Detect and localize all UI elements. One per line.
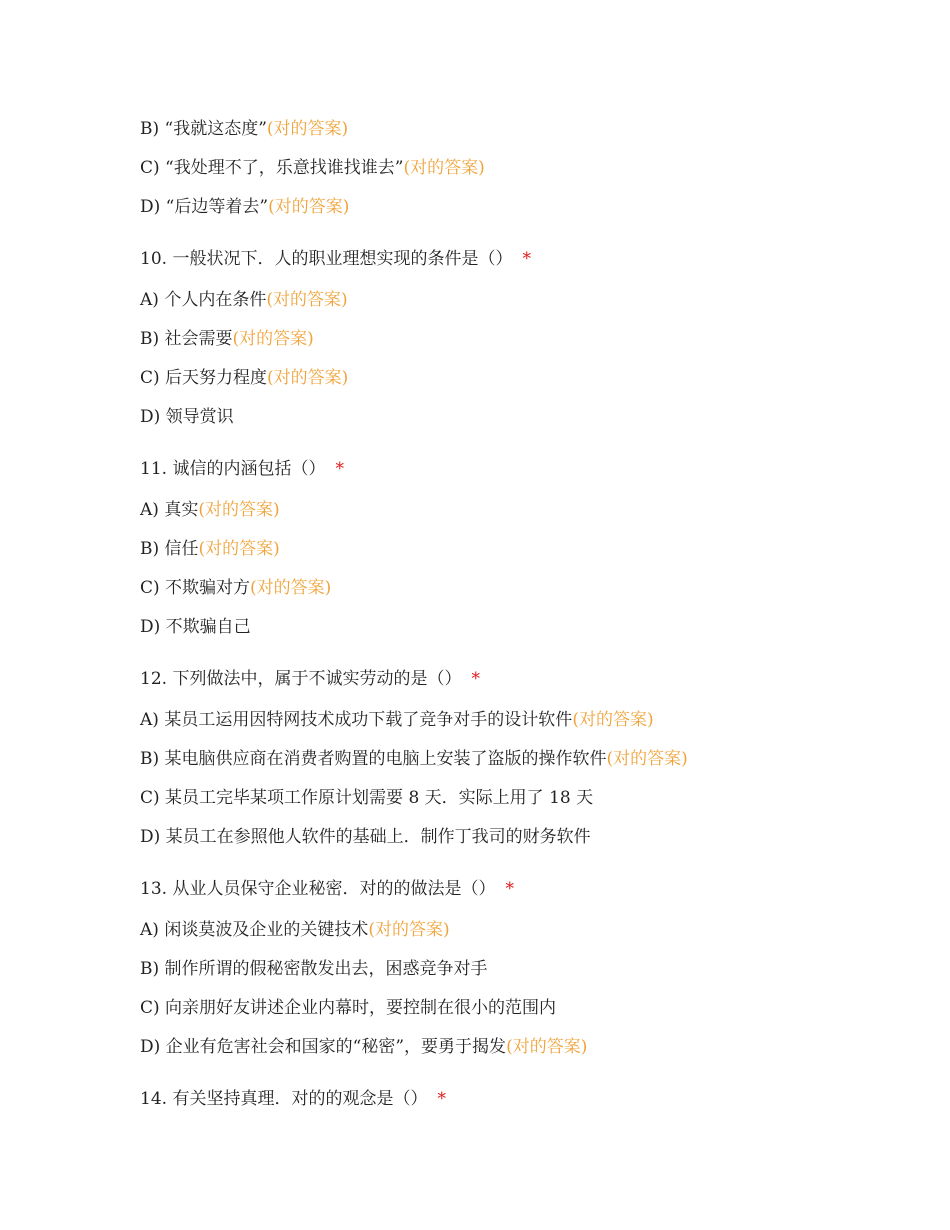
answer-option: [140, 499, 920, 521]
required-asterisk: *: [522, 249, 531, 269]
answer-option: [140, 787, 920, 809]
option-label: D) 领导赏识: [140, 407, 234, 427]
required-asterisk: *: [505, 879, 514, 899]
answer-option: [140, 577, 920, 599]
question-label: 12. 下列做法中，属于不诚实劳动的是（）: [140, 669, 462, 689]
required-asterisk: *: [437, 1089, 446, 1109]
question-text: [140, 1088, 920, 1110]
option-label: D) 企业有危害社会和国家的“秘密”，要勇于揭发: [140, 1037, 507, 1057]
correct-answer-marker: (对的答案): [368, 920, 450, 940]
option-label: C) 向亲朋好友讲述企业内幕时，要控制在很小的范围内: [140, 998, 557, 1018]
correct-answer-marker: (对的答案): [403, 158, 485, 178]
option-label: A) 个人内在条件: [140, 290, 267, 310]
answer-option: [140, 958, 920, 980]
option-label: B) 社会需要: [140, 329, 233, 349]
answer-option: [140, 406, 920, 428]
answer-option: [140, 919, 920, 941]
correct-answer-marker: (对的答案): [266, 290, 348, 310]
answer-option: [140, 289, 920, 311]
option-label: D) “后边等着去”: [140, 197, 269, 217]
option-label: A) 真实: [140, 500, 199, 520]
question-label: 10. 一般状况下．人的职业理想实现的条件是（）: [140, 249, 513, 269]
question-text: [140, 878, 920, 900]
answer-option: [140, 367, 920, 389]
answer-option: [140, 196, 920, 218]
question-label: 13. 从业人员保守企业秘密．对的的做法是（）: [140, 879, 496, 899]
answer-option: [140, 538, 920, 560]
option-label: B) 信任: [140, 539, 199, 559]
question-text: [140, 248, 920, 270]
required-asterisk: *: [471, 669, 480, 689]
question-text: [140, 458, 920, 480]
correct-answer-marker: (对的答案): [198, 500, 280, 520]
option-label: C) “我处理不了，乐意找谁找谁去”: [140, 158, 404, 178]
required-asterisk: *: [335, 459, 344, 479]
answer-option: [140, 328, 920, 350]
question-text: [140, 668, 920, 690]
option-label: D) 不欺骗自己: [140, 617, 251, 637]
option-label: A) 某员工运用因特网技术成功下载了竞争对手的设计软件: [140, 710, 573, 730]
correct-answer-marker: (对的答案): [267, 368, 349, 388]
option-label: D) 某员工在参照他人软件的基础上．制作丁我司的财务软件: [140, 827, 591, 847]
correct-answer-marker: (对的答案): [198, 539, 280, 559]
question-label: 11. 诚信的内涵包括（）: [140, 459, 326, 479]
correct-answer-marker: (对的答案): [572, 710, 654, 730]
option-label: C) 后天努力程度: [140, 368, 268, 388]
correct-answer-marker: (对的答案): [250, 578, 332, 598]
option-label: A) 闲谈莫波及企业的关键技术: [140, 920, 369, 940]
correct-answer-marker: (对的答案): [232, 329, 314, 349]
answer-option: [140, 118, 920, 140]
correct-answer-marker: (对的答案): [506, 1037, 588, 1057]
option-label: C) 不欺骗对方: [140, 578, 251, 598]
option-label: B) 某电脑供应商在消费者购置的电脑上安装了盗版的操作软件: [140, 749, 607, 769]
answer-option: [140, 709, 920, 731]
option-label: C) 某员工完毕某项工作原计划需要 8 天．实际上用了 18 天: [140, 788, 594, 808]
answer-option: [140, 157, 920, 179]
option-label: B) 制作所谓的假秘密散发出去，困惑竞争对手: [140, 959, 488, 979]
answer-option: [140, 1036, 920, 1058]
answer-option: [140, 826, 920, 848]
question-label: 14. 有关坚持真理．对的的观念是（）: [140, 1089, 428, 1109]
answer-option: [140, 748, 920, 770]
exam-page: [140, 118, 920, 1129]
answer-option: [140, 616, 920, 638]
correct-answer-marker: (对的答案): [606, 749, 688, 769]
answer-option: [140, 997, 920, 1019]
option-label: B) “我就这态度”: [140, 119, 267, 139]
correct-answer-marker: (对的答案): [268, 197, 350, 217]
correct-answer-marker: (对的答案): [266, 119, 349, 139]
